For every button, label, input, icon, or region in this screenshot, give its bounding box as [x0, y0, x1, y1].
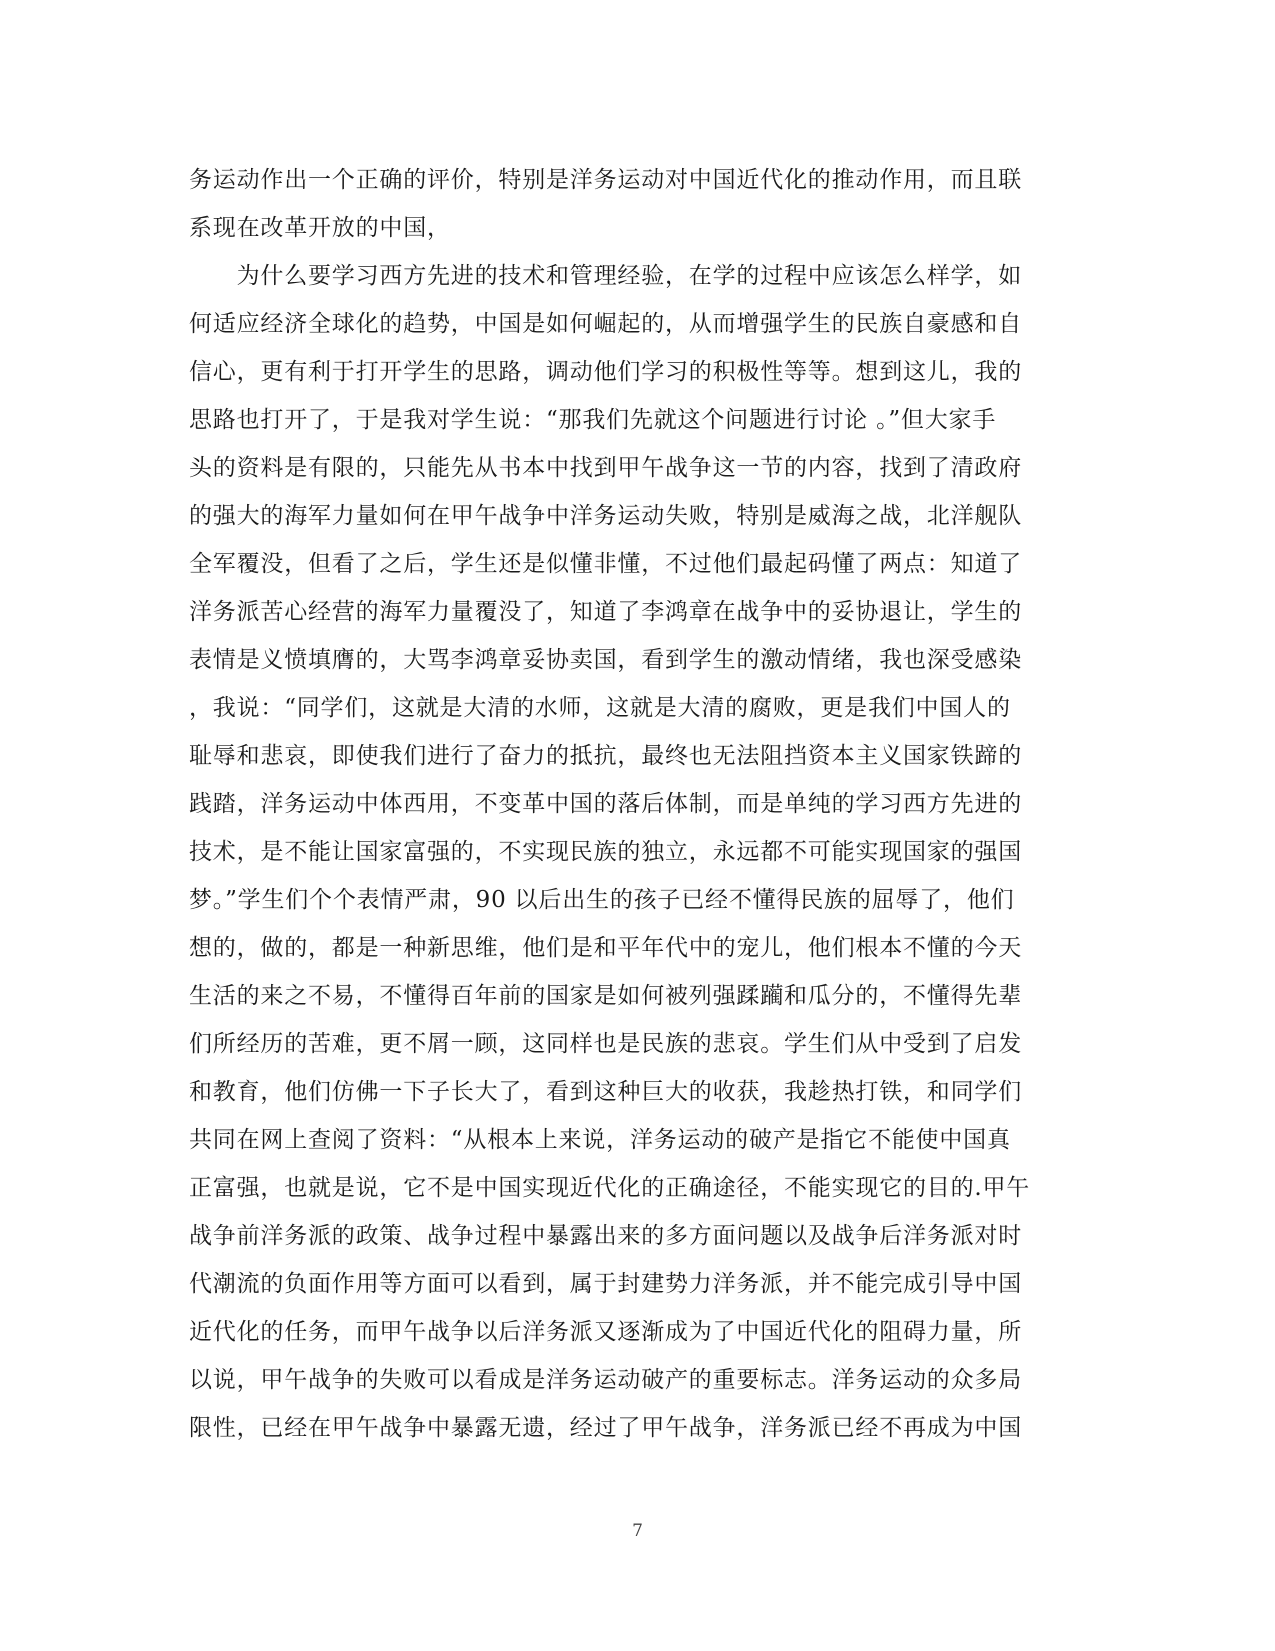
text-line: 全军覆没，但看了之后，学生还是似懂非懂，不过他们最起码懂了两点：知道了	[189, 551, 1022, 577]
text-line: 限性，已经在甲午战争中暴露无遗，经过了甲午战争，洋务派已经不再成为中国	[189, 1415, 1022, 1441]
text-line: 想的，做的，都是一种新思维，他们是和平年代中的宠儿，他们根本不懂的今天	[189, 935, 1022, 961]
text-line: 洋务派苦心经营的海军力量覆没了，知道了李鸿章在战争中的妥协退让，学生的	[189, 599, 1022, 625]
page-number: 7	[632, 1521, 643, 1541]
text-line: 战争前洋务派的政策、战争过程中暴露出来的多方面问题以及战争后洋务派对时	[189, 1223, 1022, 1249]
text-line: ，我说：“同学们，这就是大清的水师，这就是大清的腐败，更是我们中国人的	[189, 695, 1011, 721]
text-line: 系现在改革开放的中国，	[189, 215, 451, 241]
text-line: 何适应经济全球化的趋势，中国是如何崛起的，从而增强学生的民族自豪感和自	[189, 311, 1022, 337]
text-line: 技术，是不能让国家富强的，不实现民族的独立，永远都不可能实现国家的强国	[189, 839, 1022, 865]
text-line: 务运动作出一个正确的评价，特别是洋务运动对中国近代化的推动作用，而且联	[189, 167, 1022, 193]
text-line: 思路也打开了，于是我对学生说：“那我们先就这个问题进行讨论 。”但大家手	[189, 407, 997, 433]
text-line: 和教育，他们仿佛一下子长大了，看到这种巨大的收获，我趁热打铁，和同学们	[189, 1079, 1022, 1105]
text-line: 正富强，也就是说，它不是中国实现近代化的正确途径，不能实现它的目的.甲午	[189, 1175, 1031, 1201]
text-line: 践踏，洋务运动中体西用，不变革中国的落后体制，而是单纯的学习西方先进的	[189, 791, 1022, 817]
text-line: 头的资料是有限的，只能先从书本中找到甲午战争这一节的内容，找到了清政府	[189, 455, 1022, 481]
text-line: 们所经历的苦难，更不屑一顾，这同样也是民族的悲哀。学生们从中受到了启发	[189, 1031, 1022, 1057]
text-line: 近代化的任务，而甲午战争以后洋务派又逐渐成为了中国近代化的阻碍力量，所	[189, 1319, 1022, 1345]
text-line: 以说，甲午战争的失败可以看成是洋务运动破产的重要标志。洋务运动的众多局	[189, 1367, 1022, 1393]
text-line: 为什么要学习西方先进的技术和管理经验，在学的过程中应该怎么样学，如	[189, 263, 1022, 289]
text-line: 信心，更有利于打开学生的思路，调动他们学习的积极性等等。想到这儿，我的	[189, 359, 1022, 385]
text-line: 耻辱和悲哀，即使我们进行了奋力的抵抗，最终也无法阻挡资本主义国家铁蹄的	[189, 743, 1022, 769]
text-line: 代潮流的负面作用等方面可以看到，属于封建势力洋务派，并不能完成引导中国	[189, 1271, 1022, 1297]
text-line: 的强大的海军力量如何在甲午战争中洋务运动失败，特别是威海之战，北洋舰队	[189, 503, 1022, 529]
text-line: 生活的来之不易，不懂得百年前的国家是如何被列强蹂躏和瓜分的，不懂得先辈	[189, 983, 1022, 1009]
text-line: 共同在网上查阅了资料：“从根本上来说，洋务运动的破产是指它不能使中国真	[189, 1127, 1011, 1153]
body-text	[189, 156, 1069, 1452]
text-line: 梦。”学生们个个表情严肃，90 以后出生的孩子已经不懂得民族的屈辱了，他们	[189, 887, 1015, 913]
text-line: 表情是义愤填膺的，大骂李鸿章妥协卖国，看到学生的激动情绪，我也深受感染	[189, 647, 1022, 673]
